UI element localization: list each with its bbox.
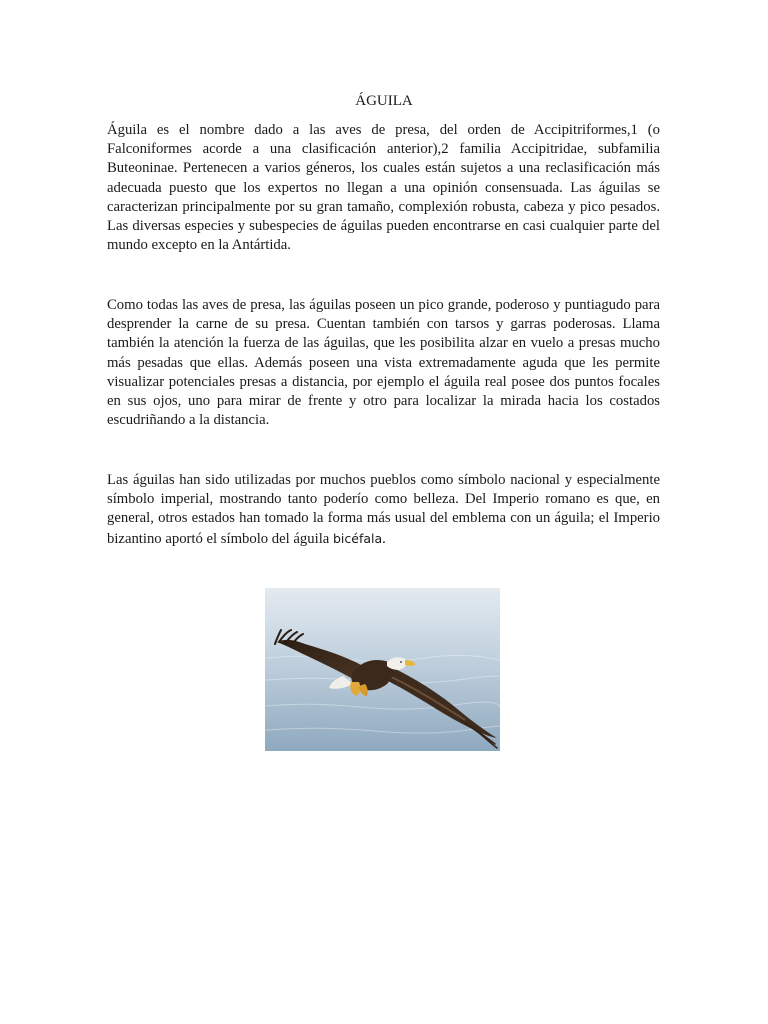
- paragraph-2: Como todas las aves de presa, las águilas poseen un pico grande, poderoso y puntiagudo para desprender la carne de su presa. Cuentan también con tarsos y garras poderosas. Llama también la atención la fuerza de las águilas, que les posibilita alzar en vuelo a presas mucho más pesadas que ellas. Además poseen una vista extremadamente aguda que les permite visualizar potenciales presas a distancia, por ejemplo el águila real posee dos puntos focales en sus ojos, uno para mirar de frente y otro para localizar la mirada hacia los costados escudriñando a la distancia.: [107, 297, 660, 429]
- paragraph-1: Águila es el nombre dado a las aves de presa, del orden de Accipitriformes,1 (o Falconiformes acorde a una clasificación anterior),2 familia Accipitridae, subfamilia Buteoninae. Pertenecen a varios géneros, los cuales están sujetos a una reclasificación más adecuada puesto que los expertos no llegan a una opinión consensuada. Las águilas se caracterizan principalmente por su gran tamaño, complexión robusta, cabeza y pico pesados. Las diversas especies y subespecies de águilas pueden encontrarse en casi cualquier parte del mundo excepto en la Antártida.: [107, 122, 660, 254]
- bicefala-word: bicéfala: [332, 530, 383, 546]
- paragraph-3-text: Las águilas han sido utilizadas por muchos pueblos como símbolo nacional y especialmente símbolo imperial, mostrando tanto poderío como belleza. Del Imperio romano es que, en general, otros estados han tomado la forma más usual del emblema con un águila; el Imperio bizantino aportó el símbolo del águila: [107, 472, 660, 547]
- eagle-photo: [265, 588, 500, 751]
- document-title: ÁGUILA: [355, 93, 413, 109]
- bald-eagle-icon: [265, 588, 500, 751]
- paragraph-3: [107, 471, 660, 549]
- paragraph-3-end: .: [382, 530, 386, 547]
